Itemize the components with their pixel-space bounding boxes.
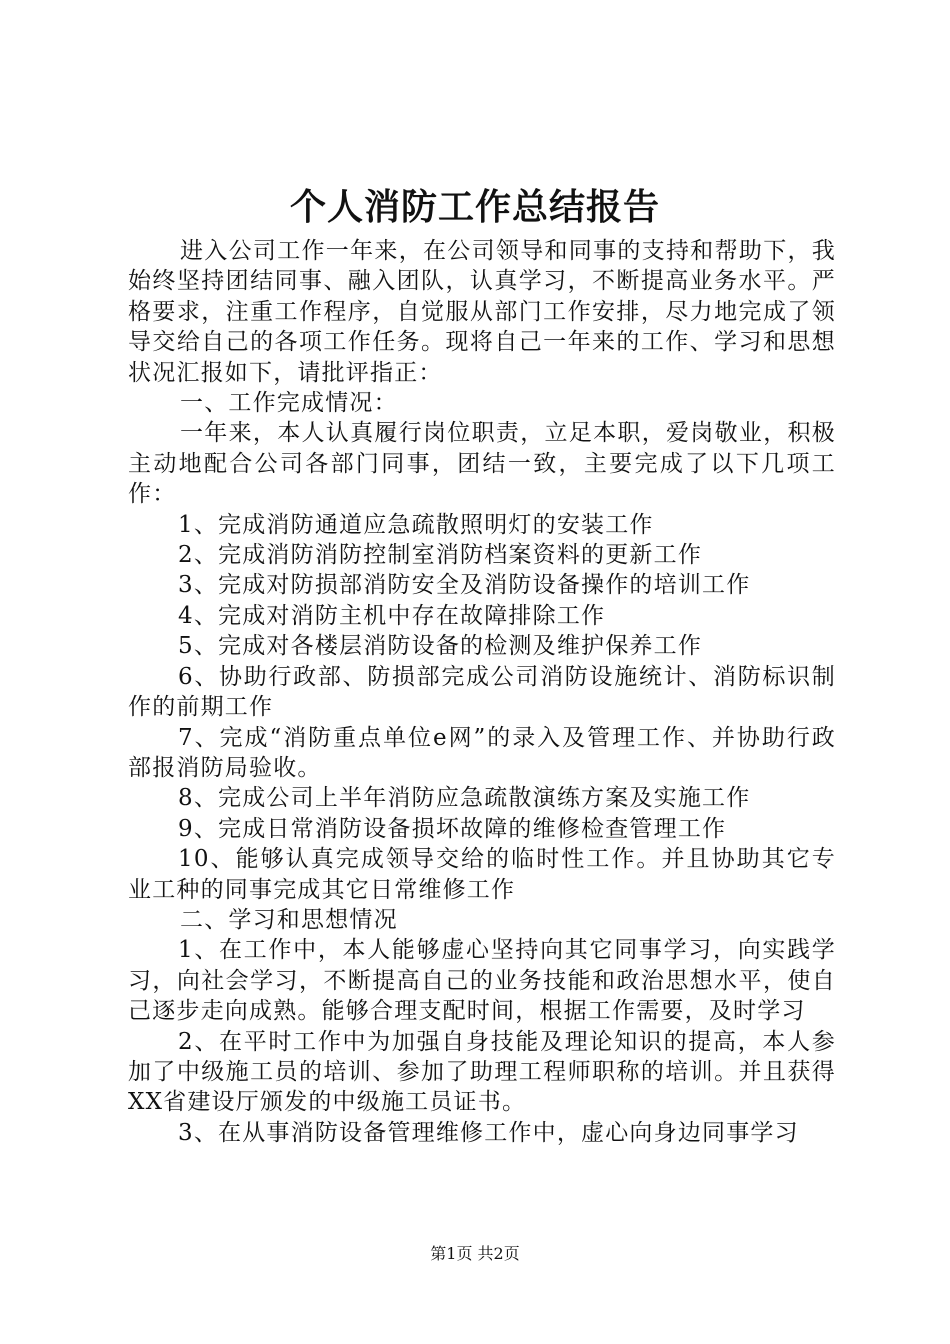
list-item: 1、完成消防通道应急疏散照明灯的安装工作 [178, 511, 654, 538]
list-item: 5、完成对各楼层消防设备的检测及维护保养工作 [178, 633, 703, 660]
list-item: 10、能够认真完成领导交给的临时性工作。并且协助其它专业工种的同事完成其它日常维修工作 [128, 846, 836, 903]
paragraph-work-summary: 一年来，本人认真履行岗位职责，立足本职，爱岗敬业，积极主动地配合公司各部门同事，团结一致，主要完成了以下几项工作： [128, 420, 836, 508]
list-item: 7、完成“消防重点单位e网”的录入及管理工作、并协助行政部报消防局验收。 [128, 724, 836, 781]
list-item: 1、在工作中，本人能够虚心坚持向其它同事学习，向实践学习，向社会学习，不断提高自己的业务技能和政治思想水平，使自己逐步走向成熟。能够合理支配时间，根据工作需要，及时学习 [128, 937, 836, 1025]
list-item: 3、在从事消防设备管理维修工作中，虚心向身边同事学习 [178, 1119, 799, 1146]
list-item: 4、完成对消防主机中存在故障排除工作 [178, 602, 606, 629]
document-title: 个人消防工作总结报告 [289, 186, 660, 228]
list-item: 6、协助行政部、防损部完成公司消防设施统计、消防标识制作的前期工作 [128, 663, 836, 721]
document-body [128, 236, 836, 1148]
list-item: 2、完成消防消防控制室消防档案资料的更新工作 [178, 542, 703, 569]
list-item: 2、在平时工作中为加强自身技能及理论知识的提高，本人参加了中级施工员的培训、参加了助理工程师职称的培训。并且获得XX省建设厅颁发的中级施工员证书。 [128, 1028, 836, 1116]
paragraph-intro: 进入公司工作一年来，在公司领导和同事的支持和帮助下，我始终坚持团结同事、融入团队，认真学习，不断提高业务水平。严格要求，注重工作程序，自觉服从部门工作安排，尽力地完成了领导交给自己的各项工作任务。现将自己一年来的工作、学习和思想状况汇报如下，请批评指正： [128, 238, 836, 386]
section-heading-work: 一、工作完成情况： [180, 390, 398, 417]
section-heading-study: 二、学习和思想情况 [180, 906, 398, 933]
list-item: 8、完成公司上半年消防应急疏散演练方案及实施工作 [178, 785, 751, 812]
page-footer: 第1页 共2页 [430, 1244, 520, 1263]
list-item: 9、完成日常消防设备损坏故障的维修检查管理工作 [178, 815, 727, 842]
list-item: 3、完成对防损部消防安全及消防设备操作的培训工作 [178, 572, 751, 599]
